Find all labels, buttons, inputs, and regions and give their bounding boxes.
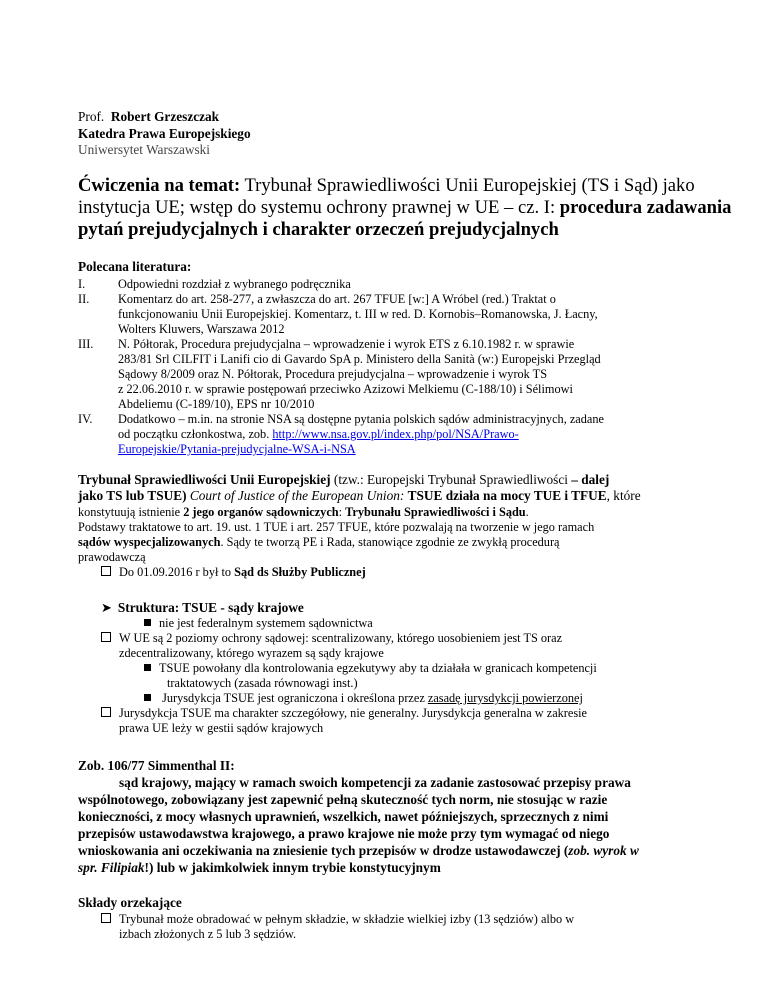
checkbox-bullet-icon <box>101 913 111 923</box>
tsue-line-1: Trybunał Sprawiedliwości Unii Europejskiej (tzw.: Europejski Trybunał Sprawiedliwości – dalej <box>78 472 610 487</box>
nsa-link[interactable]: http://www.nsa.gov.pl/index.php/pol/NSA/Prawo- <box>272 427 519 441</box>
structure-heading: ➤ Struktura: TSUE - sądy krajowe <box>101 600 304 615</box>
simmenthal-line: przepisów ustawodawstwa krajowego, a prawo krajowe nie może przy tym wymagać od niego <box>78 826 610 841</box>
square-bullet-icon <box>144 619 151 626</box>
square-bullet-icon <box>144 694 151 701</box>
literature-item: 283/81 Srl CILFIT i Lanifi cio di Gavardo SpA p. Ministero della Sanità (w:) Europejski Przegląd <box>118 352 601 366</box>
department: Katedra Prawa Europejskiego <box>78 126 251 141</box>
simmenthal-line: sąd krajowy, mający w ramach swoich kompetencji za zadanie zastosować przepisy prawa <box>119 775 631 790</box>
literature-item: Odpowiedni rozdział z wybranego podręcznika <box>118 277 351 291</box>
author-line <box>78 109 219 125</box>
literature-item: N. Półtorak, Procedura prejudycjalna – wprowadzenie i wyrok ETS z 6.10.1982 r. w sprawie <box>118 337 575 351</box>
sub-bullet-item: TSUE powołany dla kontrolowania egzekutywy aby ta działała w granicach kompetencji <box>144 661 597 676</box>
literature-num: III. <box>78 337 94 351</box>
sklady-heading: Składy orzekające <box>78 895 182 910</box>
tsue-line-3: konstytuują istnienie 2 jego organów sądowniczych: Trybunału Sprawiedliwości i Sądu. <box>78 505 529 519</box>
simmenthal-line: wnioskowania ani oczekiwania na zniesienie tych przepisów w drodze ustawodawczej (zob. wyrok w <box>78 843 639 858</box>
literature-item: Wolters Kluwers, Warszawa 2012 <box>118 322 285 336</box>
tsue-line-5: sądów wyspecjalizowanych. Sądy te tworzą PE i Rada, stanowiące zgodnie ze zwykłą procedurą <box>78 535 560 549</box>
simmenthal-line: spr. Filipiak!) lub w jakimkolwiek innym trybie konstytucyjnym <box>78 860 441 875</box>
arrow-bullet-icon: ➤ <box>101 600 112 615</box>
simmenthal-line: wspólnotowego, zobowiązany jest zapewnić pełną skuteczność tych norm, nie stosując w razie <box>78 792 608 807</box>
literature-item: Sądowy 8/2009 oraz N. Półtorak, Procedura prejudycjalna – wprowadzenie i wyrok TS <box>118 367 548 381</box>
sub-bullet-item-cont: traktatowych (zasada równowagi inst.) <box>167 676 358 690</box>
bullet-item: Jurysdykcja TSUE ma charakter szczegółowy, nie generalny. Jurysdykcja generalna w zakresie <box>101 706 587 721</box>
checkbox-bullet-icon <box>101 707 111 717</box>
literature-item: Komentarz do art. 258-277, a zwłaszcza do art. 267 TFUE [w:] A Wróbel (red.) Traktat o <box>118 292 556 306</box>
page-title-line-3: pytań prejudycjalnych i charakter orzeczeń prejudycjalnych <box>78 219 559 240</box>
tsue-line-6: prawodawczą <box>78 550 146 564</box>
square-bullet-icon <box>144 664 151 671</box>
literature-item: Dodatkowo – m.in. na stronie NSA są dostępne pytania polskich sądów administracyjnych, zadane <box>118 412 604 426</box>
checkbox-bullet-icon <box>101 566 111 576</box>
prof-prefix: Prof. <box>78 109 105 124</box>
nsa-link-cont[interactable]: Europejskie/Pytania-prejudycjalne-WSA-i-NSA <box>118 442 356 456</box>
literature-item: od początku członkostwa, zob. http://www.nsa.gov.pl/index.php/pol/NSA/Prawo- <box>118 427 519 441</box>
bullet-item-cont: prawa UE leży w gestii sądów krajowych <box>119 721 324 735</box>
tsue-line-4: Podstawy traktatowe to art. 19. ust. 1 TUE i art. 257 TFUE, które pozwalają na tworzenie w jego ramach <box>78 520 595 534</box>
literature-heading: Polecana literatura: <box>78 259 192 274</box>
title-label: Ćwiczenia na temat: <box>78 175 241 196</box>
literature-num: I. <box>78 277 86 291</box>
university: Uniwersytet Warszawski <box>78 142 210 157</box>
literature-num: IV. <box>78 412 93 426</box>
sub-bullet-item: nie jest federalnym systemem sądownictwa <box>144 616 373 631</box>
bullet-item: Do 01.09.2016 r był to Sąd ds Służby Publicznej <box>101 565 366 580</box>
prof-name: Robert Grzeszczak <box>110 109 220 124</box>
literature-item: funkcjonowaniu Unii Europejskiej. Komentarz, t. III w red. D. Kornobis–Romanowska, J. Łacny, <box>118 307 598 321</box>
checkbox-bullet-icon <box>101 632 111 642</box>
bullet-item: W UE są 2 poziomy ochrony sądowej: scentralizowany, którego uosobieniem jest TS oraz <box>101 631 562 646</box>
simmenthal-line: konieczności, z mocy własnych uprawnień, wszelkich, nawet późniejszych, sprzecznych z nimi <box>78 809 609 824</box>
sub-bullet-item: Jurysdykcja TSUE jest ograniczona i określona przez zasadę jurysdykcji powierzonej <box>144 691 583 706</box>
literature-item <box>118 442 356 457</box>
tsue-line-2: jako TS lub TSUE) Court of Justice of the European Union: TSUE działa na mocy TUE i TFUE, które <box>78 488 641 503</box>
literature-item: z 22.06.2010 r. w sprawie postępowań przeciwko Azizowi Melkiemu (C-188/10) i Sélimowi <box>118 382 573 396</box>
page-title-line-1: Ćwiczenia na temat: Trybunał Sprawiedliwości Unii Europejskiej (TS i Sąd) jako <box>78 175 695 196</box>
literature-item: Abdeliemu (C-189/10), EPS nr 10/2010 <box>118 397 315 411</box>
literature-num: II. <box>78 292 90 306</box>
bullet-item-cont: izbach złożonych z 5 lub 3 sędziów. <box>119 927 297 941</box>
simmenthal-heading: Zob. 106/77 Simmenthal II: <box>78 758 235 773</box>
bullet-item-cont: zdecentralizowany, którego wyrazem są sądy krajowe <box>119 646 384 660</box>
bullet-item: Trybunał może obradować w pełnym składzie, w składzie wielkiej izby (13 sędziów) albo w <box>101 912 574 927</box>
page-title-line-2: instytucja UE; wstęp do systemu ochrony prawnej w UE – cz. I: procedura zadawania <box>78 197 732 218</box>
